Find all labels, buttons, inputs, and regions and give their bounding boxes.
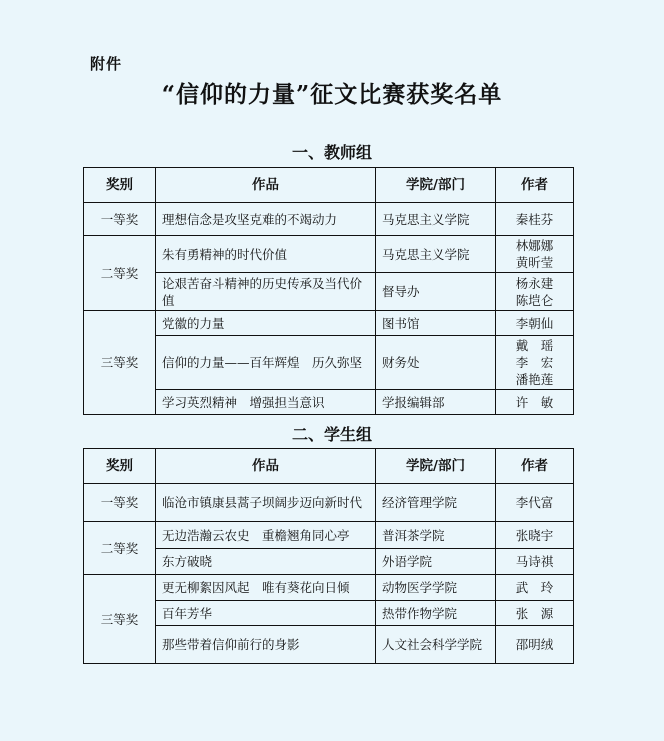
document-title: “信仰的力量”征文比赛获奖名单 (161, 81, 503, 108)
author-cell: 许 敏 (496, 390, 574, 415)
work-title-cell: 东方破晓 (156, 549, 376, 575)
author-cell: 李朝仙 (496, 311, 574, 336)
department-cell: 督导办 (376, 273, 496, 311)
work-title-cell: 百年芳华 (156, 601, 376, 626)
header-award: 奖别 (84, 449, 156, 484)
award-level-cell: 三等奖 (84, 311, 156, 415)
header-dept: 学院/部门 (376, 168, 496, 203)
award-level-cell: 一等奖 (84, 484, 156, 522)
work-title-cell: 更无柳絮因风起 唯有葵花向日倾 (156, 575, 376, 601)
table-row (84, 336, 574, 390)
author-cell: 马诗祺 (496, 549, 574, 575)
author-cell: 李代富 (496, 484, 574, 522)
department-cell: 人文社会科学学院 (376, 626, 496, 664)
author-cell: 林娜娜 黄昕莹 (496, 236, 574, 273)
header-author: 作者 (496, 449, 574, 484)
table-header-row (84, 449, 574, 484)
author-cell: 张 源 (496, 601, 574, 626)
table-row (84, 626, 574, 664)
work-title-cell: 信仰的力量——百年辉煌 历久弥坚 (156, 336, 376, 390)
table-header-row (84, 168, 574, 203)
work-title-cell: 那些带着信仰前行的身影 (156, 626, 376, 664)
teacher-award-table (83, 167, 574, 415)
header-award: 奖别 (84, 168, 156, 203)
work-title-cell: 党徽的力量 (156, 311, 376, 336)
work-title-cell: 学习英烈精神 增强担当意识 (156, 390, 376, 415)
table-row (84, 575, 574, 601)
department-cell: 动物医学学院 (376, 575, 496, 601)
table-row (84, 549, 574, 575)
header-dept: 学院/部门 (376, 449, 496, 484)
department-cell: 学报编辑部 (376, 390, 496, 415)
author-cell: 杨永建 陈垲仑 (496, 273, 574, 311)
work-title-cell: 临沧市镇康县蒿子坝阔步迈向新时代 (156, 484, 376, 522)
header-work: 作品 (156, 449, 376, 484)
student-award-table (83, 448, 574, 664)
department-cell: 财务处 (376, 336, 496, 390)
author-cell: 张晓宇 (496, 522, 574, 549)
section-heading-student: 二、学生组 (291, 425, 372, 444)
header-author: 作者 (496, 168, 574, 203)
author-cell: 邵明绒 (496, 626, 574, 664)
department-cell: 马克思主义学院 (376, 203, 496, 236)
author-cell: 秦桂芬 (496, 203, 574, 236)
author-cell: 武 玲 (496, 575, 574, 601)
department-cell: 外语学院 (376, 549, 496, 575)
work-title-cell: 理想信念是攻坚克难的不竭动力 (156, 203, 376, 236)
table-row (84, 311, 574, 336)
table-row (84, 601, 574, 626)
table-row (84, 236, 574, 273)
table-row (84, 522, 574, 549)
award-level-cell: 二等奖 (84, 236, 156, 311)
department-cell: 图书馆 (376, 311, 496, 336)
author-cell: 戴 瑶 李 宏 潘艳莲 (496, 336, 574, 390)
award-level-cell: 三等奖 (84, 575, 156, 664)
header-work: 作品 (156, 168, 376, 203)
section-heading-teacher: 一、教师组 (291, 143, 372, 162)
department-cell: 马克思主义学院 (376, 236, 496, 273)
work-title-cell: 无边浩瀚云农史 重檐翘角同心亭 (156, 522, 376, 549)
table-row (84, 484, 574, 522)
table-row (84, 273, 574, 311)
table-row (84, 390, 574, 415)
table-row (84, 203, 574, 236)
award-level-cell: 一等奖 (84, 203, 156, 236)
award-level-cell: 二等奖 (84, 522, 156, 575)
work-title-cell: 朱有勇精神的时代价值 (156, 236, 376, 273)
department-cell: 热带作物学院 (376, 601, 496, 626)
work-title-cell: 论艰苦奋斗精神的历史传承及当代价值 (156, 273, 376, 311)
attachment-label: 附件 (90, 55, 123, 73)
department-cell: 普洱茶学院 (376, 522, 496, 549)
department-cell: 经济管理学院 (376, 484, 496, 522)
